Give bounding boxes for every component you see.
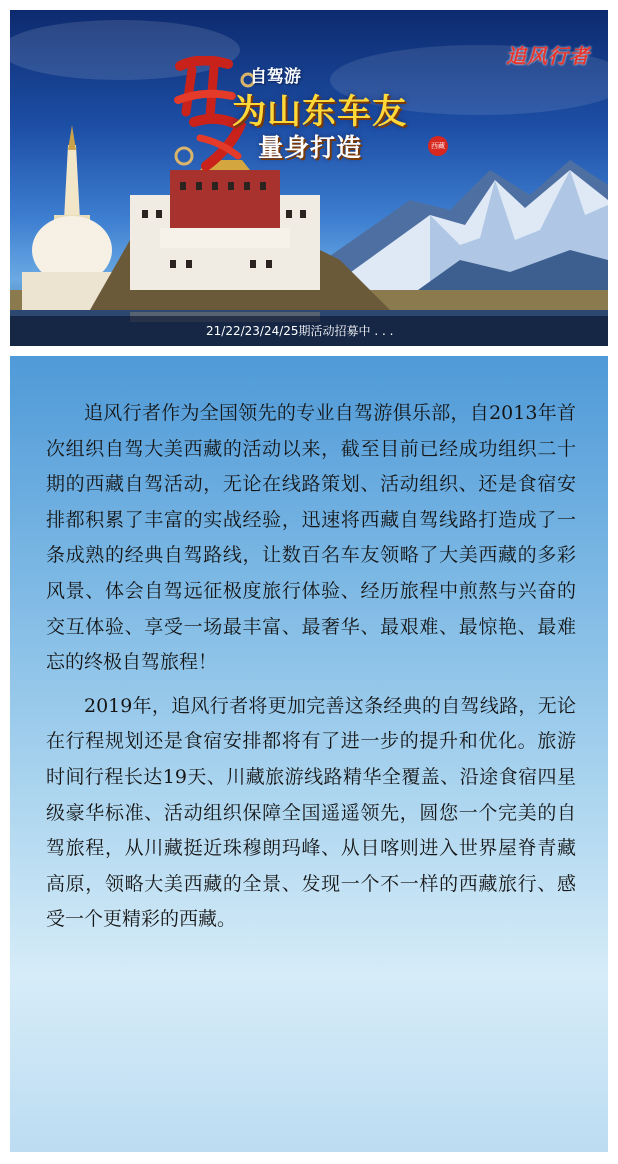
banner-headline-line2: 量身打造: [258, 133, 363, 162]
intro-paragraph: 追风行者作为全国领先的专业自驾游俱乐部，自2013年首次组织自驾大美西藏的活动以来，截至目前已经成功组织二十期的西藏自驾活动，无论在线路策划、活动组织、还是食宿安排都积累了丰富的实战经验，迅速将西藏自驾线路打造成了一条成熟的经典自驾路线，让数百名车友领略了大美西藏的多彩风景、体会自驾远征极度旅行体验、经历旅程中煎熬与兴奋的交互体验、享受一场最丰富、最奢华、最艰难、最惊艳、最难忘的终极自驾旅程！: [46, 402, 576, 674]
hero-banner: [10, 10, 608, 346]
seal-stamp: 西藏: [428, 136, 448, 156]
brand-logo: 追风行者: [506, 44, 590, 68]
article-content: [10, 356, 608, 1152]
recruitment-caption: 21/22/23/24/25期活动招募中 . . .: [206, 324, 394, 338]
plan-2019-paragraph: 2019年，追风行者将更加完善这条经典的自驾线路，无论在行程规划还是食宿安排都将有了进一步的提升和优化。旅游时间行程长达19天、川藏旅游线路精华全覆盖、沿途食宿四星级豪华标准、活动组织保障全国遥遥领先，圆您一个完美的自驾旅程，从川藏挺近珠穆朗玛峰、从日喀则进入世界屋脊青藏高原，领略大美西藏的全景、发现一个不一样的西藏旅行、感受一个更精彩的西藏。: [46, 694, 576, 931]
banner-subtitle: 自驾游: [250, 67, 301, 87]
banner-headline-line1: 为山东车友: [232, 92, 407, 132]
